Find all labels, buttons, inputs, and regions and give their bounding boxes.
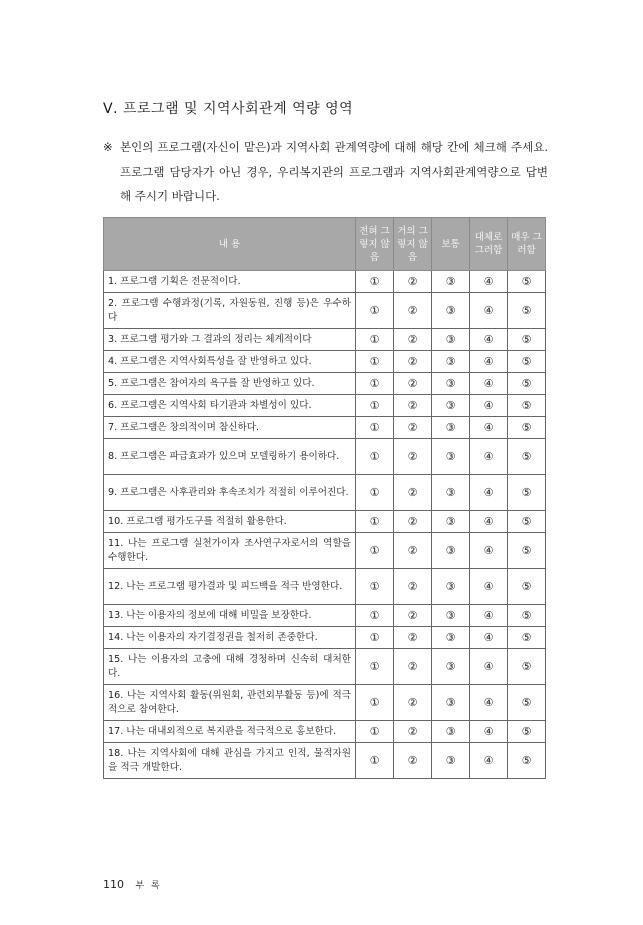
rating-option-2[interactable]: ② (394, 649, 432, 685)
rating-option-3[interactable]: ③ (432, 351, 470, 373)
rating-option-5[interactable]: ⑤ (508, 439, 546, 475)
rating-option-1[interactable]: ① (356, 511, 394, 533)
rating-option-2[interactable]: ② (394, 511, 432, 533)
rating-option-2[interactable]: ② (394, 533, 432, 569)
rating-option-2[interactable]: ② (394, 417, 432, 439)
rating-option-5[interactable]: ⑤ (508, 475, 546, 511)
rating-option-3[interactable]: ③ (432, 373, 470, 395)
table-row (104, 329, 546, 351)
table-row (104, 605, 546, 627)
rating-option-3[interactable]: ③ (432, 533, 470, 569)
rating-option-3[interactable]: ③ (432, 569, 470, 605)
rating-option-3[interactable]: ③ (432, 511, 470, 533)
rating-option-1[interactable]: ① (356, 569, 394, 605)
rating-option-5[interactable]: ⑤ (508, 329, 546, 351)
rating-option-2[interactable]: ② (394, 439, 432, 475)
rating-option-5[interactable]: ⑤ (508, 373, 546, 395)
rating-option-1[interactable]: ① (356, 721, 394, 743)
page-footer (103, 878, 162, 891)
rating-option-5[interactable]: ⑤ (508, 351, 546, 373)
rating-option-2[interactable]: ② (394, 351, 432, 373)
rating-option-2[interactable]: ② (394, 569, 432, 605)
item-text: 15. 나는 이용자의 고충에 대해 경청하며 신속히 대처한다. (104, 649, 356, 685)
rating-option-1[interactable]: ① (356, 743, 394, 779)
rating-option-3[interactable]: ③ (432, 329, 470, 351)
rating-option-4[interactable]: ④ (470, 373, 508, 395)
table-row (104, 649, 546, 685)
rating-option-5[interactable]: ⑤ (508, 649, 546, 685)
rating-option-2[interactable]: ② (394, 395, 432, 417)
rating-option-4[interactable]: ④ (470, 685, 508, 721)
item-text: 13. 나는 이용자의 정보에 대해 비밀을 보장한다. (104, 605, 356, 627)
rating-option-1[interactable]: ① (356, 271, 394, 293)
table-row (104, 271, 546, 293)
rating-option-3[interactable]: ③ (432, 475, 470, 511)
header-option: 거의 그렇지 않음 (394, 218, 432, 271)
instruction-note (103, 135, 548, 209)
rating-option-2[interactable]: ② (394, 373, 432, 395)
item-text: 3. 프로그램 평가와 그 결과의 정리는 체계적이다 (104, 329, 356, 351)
rating-option-1[interactable]: ① (356, 439, 394, 475)
item-text: 9. 프로그램은 사후관리와 후속조치가 적절히 이루어진다. (104, 475, 356, 511)
rating-option-1[interactable]: ① (356, 351, 394, 373)
rating-option-2[interactable]: ② (394, 293, 432, 329)
rating-option-3[interactable]: ③ (432, 721, 470, 743)
rating-option-4[interactable]: ④ (470, 271, 508, 293)
rating-option-2[interactable]: ② (394, 271, 432, 293)
rating-option-2[interactable]: ② (394, 627, 432, 649)
rating-option-1[interactable]: ① (356, 533, 394, 569)
rating-option-4[interactable]: ④ (470, 293, 508, 329)
rating-option-1[interactable]: ① (356, 395, 394, 417)
survey-body (104, 271, 546, 779)
table-row (104, 373, 546, 395)
header-option: 매우 그러함 (508, 218, 546, 271)
table-row (104, 351, 546, 373)
item-text: 4. 프로그램은 지역사회특성을 잘 반영하고 있다. (104, 351, 356, 373)
rating-option-4[interactable]: ④ (470, 627, 508, 649)
rating-option-5[interactable]: ⑤ (508, 743, 546, 779)
rating-option-2[interactable]: ② (394, 685, 432, 721)
table-row (104, 511, 546, 533)
rating-option-1[interactable]: ① (356, 685, 394, 721)
rating-option-5[interactable]: ⑤ (508, 721, 546, 743)
rating-option-4[interactable]: ④ (470, 475, 508, 511)
footer-label: 부 록 (135, 881, 162, 891)
header-option: 보통 (432, 218, 470, 271)
item-text: 2. 프로그램 수행과정(기록, 자원동원, 진행 등)은 우수하다 (104, 293, 356, 329)
item-text: 10. 프로그램 평가도구를 적절히 활용한다. (104, 511, 356, 533)
rating-option-1[interactable]: ① (356, 329, 394, 351)
table-row (104, 627, 546, 649)
item-text: 11. 나는 프로그램 실천가이자 조사연구자로서의 역할을 수행한다. (104, 533, 356, 569)
item-text: 18. 나는 지역사회에 대해 관심을 가지고 인적, 물적자원을 적극 개발한다. (104, 743, 356, 779)
rating-option-2[interactable]: ② (394, 605, 432, 627)
rating-option-4[interactable]: ④ (470, 649, 508, 685)
section-title: Ⅴ. 프로그램 및 지역사회관계 역량 영역 (103, 101, 354, 117)
rating-option-2[interactable]: ② (394, 475, 432, 511)
rating-option-3[interactable]: ③ (432, 395, 470, 417)
rating-option-5[interactable]: ⑤ (508, 685, 546, 721)
item-text: 6. 프로그램은 지역사회 타기관과 차별성이 있다. (104, 395, 356, 417)
item-text: 5. 프로그램은 참여자의 욕구를 잘 반영하고 있다. (104, 373, 356, 395)
rating-option-5[interactable]: ⑤ (508, 533, 546, 569)
rating-option-5[interactable]: ⑤ (508, 511, 546, 533)
header-content: 내 용 (104, 218, 356, 271)
rating-option-5[interactable]: ⑤ (508, 417, 546, 439)
rating-option-3[interactable]: ③ (432, 685, 470, 721)
rating-option-1[interactable]: ① (356, 649, 394, 685)
rating-option-3[interactable]: ③ (432, 271, 470, 293)
table-row (104, 475, 546, 511)
rating-option-5[interactable]: ⑤ (508, 395, 546, 417)
rating-option-4[interactable]: ④ (470, 395, 508, 417)
rating-option-4[interactable]: ④ (470, 351, 508, 373)
table-row (104, 417, 546, 439)
survey-table (103, 217, 546, 779)
rating-option-3[interactable]: ③ (432, 439, 470, 475)
rating-option-1[interactable]: ① (356, 475, 394, 511)
table-row (104, 395, 546, 417)
rating-option-3[interactable]: ③ (432, 627, 470, 649)
table-row (104, 569, 546, 605)
rating-option-3[interactable]: ③ (432, 649, 470, 685)
rating-option-4[interactable]: ④ (470, 533, 508, 569)
rating-option-4[interactable]: ④ (470, 605, 508, 627)
rating-option-5[interactable]: ⑤ (508, 569, 546, 605)
rating-option-4[interactable]: ④ (470, 439, 508, 475)
table-row (104, 685, 546, 721)
rating-option-4[interactable]: ④ (470, 511, 508, 533)
rating-option-3[interactable]: ③ (432, 743, 470, 779)
table-row (104, 533, 546, 569)
rating-option-4[interactable]: ④ (470, 329, 508, 351)
table-row (104, 439, 546, 475)
header-option: 전혀 그렇지 않음 (356, 218, 394, 271)
item-text: 16. 나는 지역사회 활동(위원회, 관련외부활동 등)에 적극적으로 참여한다. (104, 685, 356, 721)
rating-option-5[interactable]: ⑤ (508, 605, 546, 627)
item-text: 12. 나는 프로그램 평가결과 및 피드백을 적극 반영한다. (104, 569, 356, 605)
rating-option-5[interactable]: ⑤ (508, 627, 546, 649)
page-number: 110 (103, 878, 124, 891)
note-mark: ※ (103, 140, 113, 154)
rating-option-3[interactable]: ③ (432, 417, 470, 439)
rating-option-2[interactable]: ② (394, 721, 432, 743)
rating-option-1[interactable]: ① (356, 627, 394, 649)
table-row (104, 721, 546, 743)
rating-option-4[interactable]: ④ (470, 569, 508, 605)
rating-option-4[interactable]: ④ (470, 743, 508, 779)
rating-option-2[interactable]: ② (394, 743, 432, 779)
item-text: 8. 프로그램은 파급효과가 있으며 모델링하기 용이하다. (104, 439, 356, 475)
table-row (104, 293, 546, 329)
instruction-text: 본인의 프로그램(자신이 맡은)과 지역사회 관계역량에 대해 해당 칸에 체크해 주세요. 프로그램 담당자가 아닌 경우, 우리복지관의 프로그램과 지역사회관계역량으로 답변해 주시기 바랍니다. (120, 140, 548, 203)
rating-option-5[interactable]: ⑤ (508, 293, 546, 329)
table-header-row (104, 218, 546, 271)
rating-option-1[interactable]: ① (356, 417, 394, 439)
rating-option-3[interactable]: ③ (432, 605, 470, 627)
rating-option-1[interactable]: ① (356, 373, 394, 395)
rating-option-4[interactable]: ④ (470, 417, 508, 439)
item-text: 7. 프로그램은 창의적이며 참신하다. (104, 417, 356, 439)
rating-option-3[interactable]: ③ (432, 293, 470, 329)
item-text: 1. 프로그램 기획은 전문적이다. (104, 271, 356, 293)
header-option: 대체로 그러함 (470, 218, 508, 271)
rating-option-4[interactable]: ④ (470, 721, 508, 743)
rating-option-5[interactable]: ⑤ (508, 271, 546, 293)
rating-option-2[interactable]: ② (394, 329, 432, 351)
item-text: 14. 나는 이용자의 자기결정권을 철저히 존중한다. (104, 627, 356, 649)
table-row (104, 743, 546, 779)
rating-option-1[interactable]: ① (356, 293, 394, 329)
item-text: 17. 나는 대내외적으로 복지관을 적극적으로 홍보한다. (104, 721, 356, 743)
rating-option-1[interactable]: ① (356, 605, 394, 627)
